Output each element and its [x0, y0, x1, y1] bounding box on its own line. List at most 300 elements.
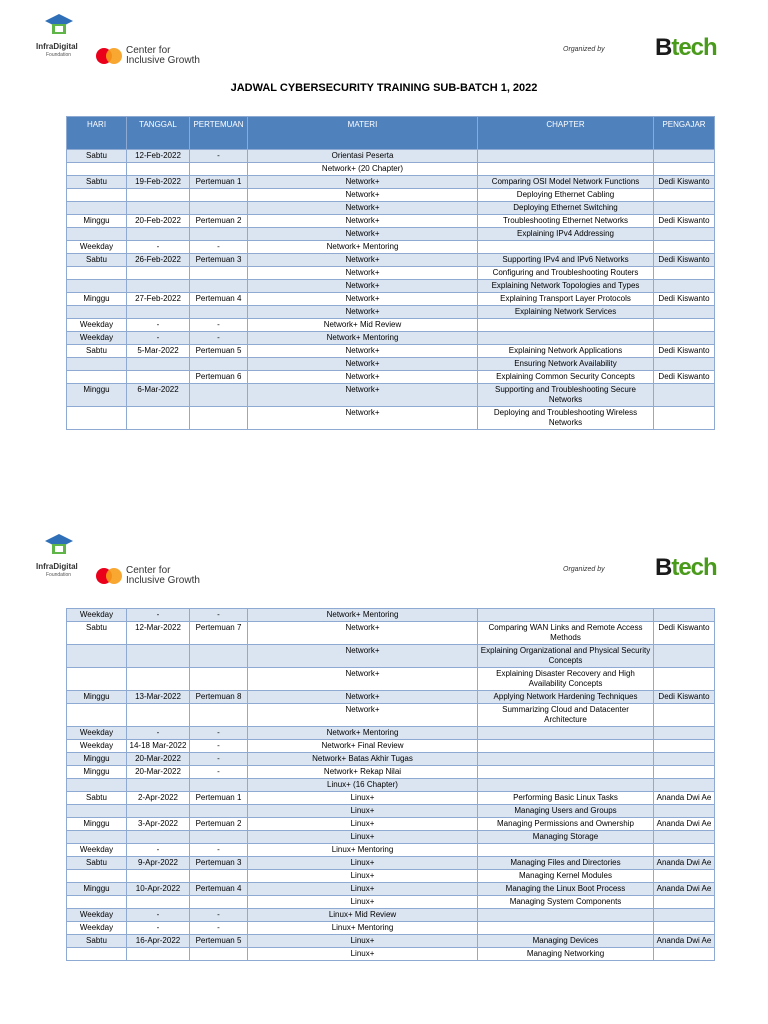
cell-chapter: Explaining Network Topologies and Types: [478, 280, 654, 293]
cell-tanggal: [127, 870, 190, 883]
cell-pengajar: [654, 241, 715, 254]
cell-pertemuan: [190, 306, 248, 319]
cell-chapter: Applying Network Hardening Techniques: [478, 691, 654, 704]
cell-hari: Minggu: [67, 753, 127, 766]
cell-tanggal: [127, 668, 190, 691]
cell-chapter: Explaining Organizational and Physical Security Concepts: [478, 645, 654, 668]
cell-tanggal: 12-Feb-2022: [127, 150, 190, 163]
cell-pengajar: Ananda Dwi Ae: [654, 935, 715, 948]
cell-materi: Network+: [248, 202, 478, 215]
cell-chapter: Explaining Network Applications: [478, 345, 654, 358]
cell-pertemuan: [190, 948, 248, 961]
col-header-chapter: CHAPTER: [478, 117, 654, 150]
cell-pertemuan: Pertemuan 6: [190, 371, 248, 384]
cell-materi: Linux+: [248, 818, 478, 831]
cell-pertemuan: [190, 779, 248, 792]
cell-hari: [67, 189, 127, 202]
cell-chapter: Managing System Components: [478, 896, 654, 909]
cell-hari: [67, 371, 127, 384]
cell-chapter: [478, 241, 654, 254]
schedule-table-2: [66, 608, 715, 961]
table-row: [67, 371, 715, 384]
cell-hari: [67, 668, 127, 691]
cell-pertemuan: [190, 704, 248, 727]
cell-pengajar: [654, 727, 715, 740]
cell-pertemuan: [190, 202, 248, 215]
cell-tanggal: 6-Mar-2022: [127, 384, 190, 407]
cell-pertemuan: [190, 668, 248, 691]
col-header-pengajar: PENGAJAR: [654, 117, 715, 150]
cell-hari: Minggu: [67, 293, 127, 306]
cell-chapter: Summarizing Cloud and Datacenter Architecture: [478, 704, 654, 727]
cell-pengajar: Dedi Kiswanto: [654, 176, 715, 189]
cell-hari: Sabtu: [67, 857, 127, 870]
table-row: [67, 883, 715, 896]
table-row: [67, 280, 715, 293]
cell-materi: Network+ Final Review: [248, 740, 478, 753]
cell-pertemuan: [190, 358, 248, 371]
cell-pertemuan: Pertemuan 2: [190, 818, 248, 831]
cell-chapter: [478, 766, 654, 779]
table-row: [67, 909, 715, 922]
cell-chapter: Explaining Network Services: [478, 306, 654, 319]
cell-pengajar: Dedi Kiswanto: [654, 371, 715, 384]
cell-pengajar: [654, 704, 715, 727]
cell-hari: Minggu: [67, 883, 127, 896]
cell-tanggal: [127, 896, 190, 909]
cell-pengajar: [654, 668, 715, 691]
cell-chapter: Managing Networking: [478, 948, 654, 961]
table-row: [67, 668, 715, 691]
cell-materi: Network+ Mentoring: [248, 727, 478, 740]
cell-hari: Sabtu: [67, 345, 127, 358]
cell-materi: Network+: [248, 293, 478, 306]
cell-materi: Linux+: [248, 792, 478, 805]
page-header: [0, 8, 768, 68]
cell-hari: Weekday: [67, 727, 127, 740]
cell-pertemuan: -: [190, 766, 248, 779]
cell-tanggal: [127, 407, 190, 430]
cell-materi: Network+: [248, 668, 478, 691]
cell-materi: Linux+: [248, 948, 478, 961]
cell-tanggal: -: [127, 241, 190, 254]
cell-tanggal: [127, 645, 190, 668]
cell-pengajar: Ananda Dwi Ae: [654, 818, 715, 831]
cell-hari: Sabtu: [67, 622, 127, 645]
cell-materi: Network+: [248, 254, 478, 267]
col-header-hari: HARI: [67, 117, 127, 150]
cell-tanggal: -: [127, 319, 190, 332]
cell-pengajar: [654, 753, 715, 766]
table-row: [67, 753, 715, 766]
cell-materi: Linux+: [248, 935, 478, 948]
cell-pertemuan: Pertemuan 5: [190, 345, 248, 358]
cell-pertemuan: [190, 267, 248, 280]
cell-pengajar: [654, 150, 715, 163]
table-row: [67, 332, 715, 345]
cell-materi: Network+: [248, 176, 478, 189]
cell-chapter: Managing Users and Groups: [478, 805, 654, 818]
cell-pertemuan: Pertemuan 8: [190, 691, 248, 704]
cell-materi: Network+: [248, 215, 478, 228]
table-row: [67, 189, 715, 202]
cell-pengajar: [654, 163, 715, 176]
cell-chapter: Deploying Ethernet Cabling: [478, 189, 654, 202]
cell-materi: Linux+ (16 Chapter): [248, 779, 478, 792]
organized-by-label-2: Organized by: [563, 566, 605, 573]
cell-pertemuan: Pertemuan 4: [190, 883, 248, 896]
cell-pertemuan: -: [190, 909, 248, 922]
cell-hari: Minggu: [67, 384, 127, 407]
cell-materi: Network+ Rekap Nilai: [248, 766, 478, 779]
cell-materi: Network+ Mentoring: [248, 241, 478, 254]
cell-pengajar: Ananda Dwi Ae: [654, 792, 715, 805]
cell-chapter: Ensuring Network Availability: [478, 358, 654, 371]
table-row: [67, 358, 715, 371]
cell-tanggal: [127, 306, 190, 319]
cell-chapter: Explaining Disaster Recovery and High Availability Concepts: [478, 668, 654, 691]
table-row: [67, 228, 715, 241]
cell-materi: Network+: [248, 280, 478, 293]
cell-hari: [67, 228, 127, 241]
cell-materi: Network+: [248, 371, 478, 384]
cell-pertemuan: Pertemuan 1: [190, 176, 248, 189]
cell-pengajar: Dedi Kiswanto: [654, 622, 715, 645]
cell-chapter: Configuring and Troubleshooting Routers: [478, 267, 654, 280]
cell-pengajar: [654, 870, 715, 883]
cell-chapter: [478, 740, 654, 753]
cell-pengajar: [654, 805, 715, 818]
table-row: [67, 176, 715, 189]
btech-logo: Btech: [655, 34, 717, 61]
cell-materi: Network+: [248, 306, 478, 319]
cell-chapter: Supporting and Troubleshooting Secure Networks: [478, 384, 654, 407]
btech-logo-2: Btech: [655, 554, 717, 581]
cell-pengajar: [654, 740, 715, 753]
cell-hari: [67, 948, 127, 961]
cell-chapter: [478, 332, 654, 345]
table-row: [67, 622, 715, 645]
cell-materi: Network+ (20 Chapter): [248, 163, 478, 176]
cell-tanggal: [127, 704, 190, 727]
cell-tanggal: [127, 163, 190, 176]
cell-tanggal: [127, 371, 190, 384]
cell-hari: Minggu: [67, 766, 127, 779]
schedule-table-1: [66, 116, 715, 430]
cell-pertemuan: Pertemuan 2: [190, 215, 248, 228]
cell-materi: Network+: [248, 384, 478, 407]
cell-hari: Minggu: [67, 691, 127, 704]
cell-hari: Minggu: [67, 818, 127, 831]
table-row: [67, 407, 715, 430]
cell-chapter: Managing Storage: [478, 831, 654, 844]
cell-materi: Network+: [248, 345, 478, 358]
cell-tanggal: -: [127, 844, 190, 857]
cell-chapter: [478, 727, 654, 740]
infradigital-name: InfraDigital: [36, 42, 78, 51]
cell-pertemuan: -: [190, 753, 248, 766]
page-title: JADWAL CYBERSECURITY TRAINING SUB-BATCH 1, 2022: [230, 82, 538, 94]
cell-hari: [67, 896, 127, 909]
cell-chapter: [478, 163, 654, 176]
cell-hari: [67, 704, 127, 727]
cell-pengajar: [654, 332, 715, 345]
cell-tanggal: -: [127, 922, 190, 935]
cell-chapter: Managing Permissions and Ownership: [478, 818, 654, 831]
cell-pertemuan: [190, 163, 248, 176]
cell-tanggal: 3-Apr-2022: [127, 818, 190, 831]
table-row: [67, 215, 715, 228]
cell-materi: Network+: [248, 189, 478, 202]
cell-pertemuan: Pertemuan 3: [190, 857, 248, 870]
cell-chapter: Comparing WAN Links and Remote Access Methods: [478, 622, 654, 645]
cell-hari: [67, 267, 127, 280]
cell-pertemuan: [190, 384, 248, 407]
cell-hari: [67, 202, 127, 215]
cell-pertemuan: [190, 228, 248, 241]
cell-pengajar: Dedi Kiswanto: [654, 345, 715, 358]
cell-pengajar: [654, 319, 715, 332]
cell-hari: Sabtu: [67, 935, 127, 948]
cell-tanggal: [127, 267, 190, 280]
cell-materi: Linux+: [248, 805, 478, 818]
cell-tanggal: 9-Apr-2022: [127, 857, 190, 870]
cell-pertemuan: -: [190, 319, 248, 332]
cell-pengajar: Dedi Kiswanto: [654, 293, 715, 306]
cell-pengajar: [654, 922, 715, 935]
cell-pertemuan: -: [190, 241, 248, 254]
cell-materi: Network+: [248, 358, 478, 371]
cell-pertemuan: -: [190, 150, 248, 163]
cell-hari: Weekday: [67, 922, 127, 935]
cell-materi: Network+ Mid Review: [248, 319, 478, 332]
cell-pertemuan: [190, 645, 248, 668]
cell-pengajar: [654, 948, 715, 961]
cell-materi: Network+: [248, 267, 478, 280]
cell-pertemuan: -: [190, 727, 248, 740]
cell-hari: Minggu: [67, 215, 127, 228]
table-row: [67, 645, 715, 668]
cell-tanggal: 2-Apr-2022: [127, 792, 190, 805]
cell-materi: Linux+ Mentoring: [248, 844, 478, 857]
cell-pertemuan: -: [190, 844, 248, 857]
table-row: [67, 831, 715, 844]
table-row: [67, 818, 715, 831]
col-header-materi: MATERI: [248, 117, 478, 150]
cell-pengajar: [654, 779, 715, 792]
cell-chapter: [478, 844, 654, 857]
cell-hari: [67, 358, 127, 371]
table-row: [67, 267, 715, 280]
cell-chapter: Troubleshooting Ethernet Networks: [478, 215, 654, 228]
table-row: [67, 792, 715, 805]
table-header-row: [67, 117, 715, 150]
cell-materi: Network+: [248, 704, 478, 727]
infradigital-sub: Foundation: [46, 52, 72, 58]
cell-materi: Orientasi Peserta: [248, 150, 478, 163]
table-row: [67, 384, 715, 407]
cell-pertemuan: [190, 407, 248, 430]
table-row: [67, 779, 715, 792]
cell-pertemuan: [190, 831, 248, 844]
cell-pengajar: [654, 280, 715, 293]
cell-hari: Sabtu: [67, 150, 127, 163]
cell-tanggal: [127, 358, 190, 371]
cell-tanggal: [127, 948, 190, 961]
table-row: [67, 163, 715, 176]
cell-pertemuan: [190, 805, 248, 818]
table-row: [67, 844, 715, 857]
page-header-2: [0, 528, 768, 588]
cell-hari: [67, 306, 127, 319]
cell-materi: Linux+: [248, 870, 478, 883]
cell-hari: [67, 831, 127, 844]
cell-pertemuan: Pertemuan 3: [190, 254, 248, 267]
cell-materi: Network+: [248, 622, 478, 645]
graduation-cap-icon: [44, 12, 74, 38]
cell-hari: Weekday: [67, 332, 127, 345]
cell-hari: Sabtu: [67, 792, 127, 805]
cell-pengajar: [654, 896, 715, 909]
cell-pengajar: [654, 267, 715, 280]
cell-pengajar: Ananda Dwi Ae: [654, 883, 715, 896]
cell-pengajar: Dedi Kiswanto: [654, 215, 715, 228]
table-row: [67, 609, 715, 622]
cell-pengajar: [654, 306, 715, 319]
cell-tanggal: 14-18 Mar-2022: [127, 740, 190, 753]
cell-pertemuan: -: [190, 609, 248, 622]
cell-tanggal: -: [127, 727, 190, 740]
cell-tanggal: 10-Apr-2022: [127, 883, 190, 896]
cell-pertemuan: -: [190, 332, 248, 345]
cell-materi: Linux+: [248, 896, 478, 909]
cell-materi: Network+: [248, 691, 478, 704]
table-row: [67, 241, 715, 254]
cell-pertemuan: -: [190, 740, 248, 753]
cell-chapter: [478, 609, 654, 622]
cell-tanggal: [127, 831, 190, 844]
mastercard-icon: [96, 48, 124, 66]
cell-chapter: [478, 922, 654, 935]
cell-chapter: Explaining IPv4 Addressing: [478, 228, 654, 241]
cell-pengajar: [654, 358, 715, 371]
cell-tanggal: -: [127, 609, 190, 622]
table-row: [67, 870, 715, 883]
cell-chapter: Comparing OSI Model Network Functions: [478, 176, 654, 189]
cell-pertemuan: Pertemuan 7: [190, 622, 248, 645]
cell-chapter: [478, 753, 654, 766]
cell-chapter: Explaining Transport Layer Protocols: [478, 293, 654, 306]
cell-tanggal: 27-Feb-2022: [127, 293, 190, 306]
cell-hari: [67, 779, 127, 792]
cell-pertemuan: Pertemuan 5: [190, 935, 248, 948]
cell-tanggal: 12-Mar-2022: [127, 622, 190, 645]
cell-hari: Weekday: [67, 909, 127, 922]
table-row: [67, 345, 715, 358]
cell-tanggal: 13-Mar-2022: [127, 691, 190, 704]
table-row: [67, 948, 715, 961]
cell-tanggal: 5-Mar-2022: [127, 345, 190, 358]
infradigital-logo: [36, 12, 88, 60]
cell-pengajar: [654, 384, 715, 407]
table-row: [67, 740, 715, 753]
cig-logo-text: Center for Inclusive Growth: [126, 45, 200, 66]
table-row: [67, 727, 715, 740]
table-row: [67, 766, 715, 779]
cell-hari: [67, 805, 127, 818]
cell-materi: Network+ Batas Akhir Tugas: [248, 753, 478, 766]
cell-hari: Weekday: [67, 609, 127, 622]
table-row: [67, 935, 715, 948]
cell-pertemuan: [190, 280, 248, 293]
cell-materi: Network+ Mentoring: [248, 609, 478, 622]
cell-pengajar: [654, 407, 715, 430]
table-row: [67, 150, 715, 163]
cell-tanggal: [127, 779, 190, 792]
table-row: [67, 857, 715, 870]
cell-materi: Network+: [248, 645, 478, 668]
cell-chapter: Managing Files and Directories: [478, 857, 654, 870]
cell-materi: Network+: [248, 228, 478, 241]
cell-hari: Weekday: [67, 319, 127, 332]
cell-tanggal: [127, 189, 190, 202]
cell-hari: Weekday: [67, 844, 127, 857]
cell-chapter: Managing Kernel Modules: [478, 870, 654, 883]
cell-pertemuan: [190, 896, 248, 909]
cell-tanggal: 20-Mar-2022: [127, 766, 190, 779]
table-row: [67, 704, 715, 727]
infradigital-name-2: InfraDigital: [36, 562, 78, 571]
table-row: [67, 202, 715, 215]
cell-chapter: [478, 909, 654, 922]
col-header-tanggal: TANGGAL: [127, 117, 190, 150]
cell-tanggal: 20-Feb-2022: [127, 215, 190, 228]
graduation-cap-icon: [44, 532, 74, 558]
cell-tanggal: 26-Feb-2022: [127, 254, 190, 267]
cell-chapter: Supporting IPv4 and IPv6 Networks: [478, 254, 654, 267]
cell-tanggal: -: [127, 332, 190, 345]
cell-tanggal: 19-Feb-2022: [127, 176, 190, 189]
cig-logo-text-2: Center for Inclusive Growth: [126, 565, 200, 586]
cell-chapter: Deploying Ethernet Switching: [478, 202, 654, 215]
cell-materi: Linux+: [248, 857, 478, 870]
cell-pertemuan: [190, 870, 248, 883]
cell-pengajar: Dedi Kiswanto: [654, 691, 715, 704]
cell-chapter: [478, 150, 654, 163]
infradigital-logo-2: [36, 532, 88, 580]
cell-hari: [67, 280, 127, 293]
cell-pertemuan: Pertemuan 4: [190, 293, 248, 306]
cell-chapter: Managing the Linux Boot Process: [478, 883, 654, 896]
cell-pengajar: [654, 831, 715, 844]
cell-materi: Network+ Mentoring: [248, 332, 478, 345]
cell-materi: Linux+: [248, 831, 478, 844]
cell-hari: Weekday: [67, 740, 127, 753]
cell-chapter: Managing Devices: [478, 935, 654, 948]
mastercard-icon: [96, 568, 124, 586]
cell-pengajar: [654, 609, 715, 622]
cell-hari: Sabtu: [67, 176, 127, 189]
table-row: [67, 922, 715, 935]
organized-by-label: Organized by: [563, 46, 605, 53]
cell-tanggal: 16-Apr-2022: [127, 935, 190, 948]
table-row: [67, 805, 715, 818]
cell-tanggal: 20-Mar-2022: [127, 753, 190, 766]
cell-hari: Weekday: [67, 241, 127, 254]
cell-materi: Linux+ Mentoring: [248, 922, 478, 935]
cell-pertemuan: -: [190, 922, 248, 935]
cell-hari: [67, 407, 127, 430]
